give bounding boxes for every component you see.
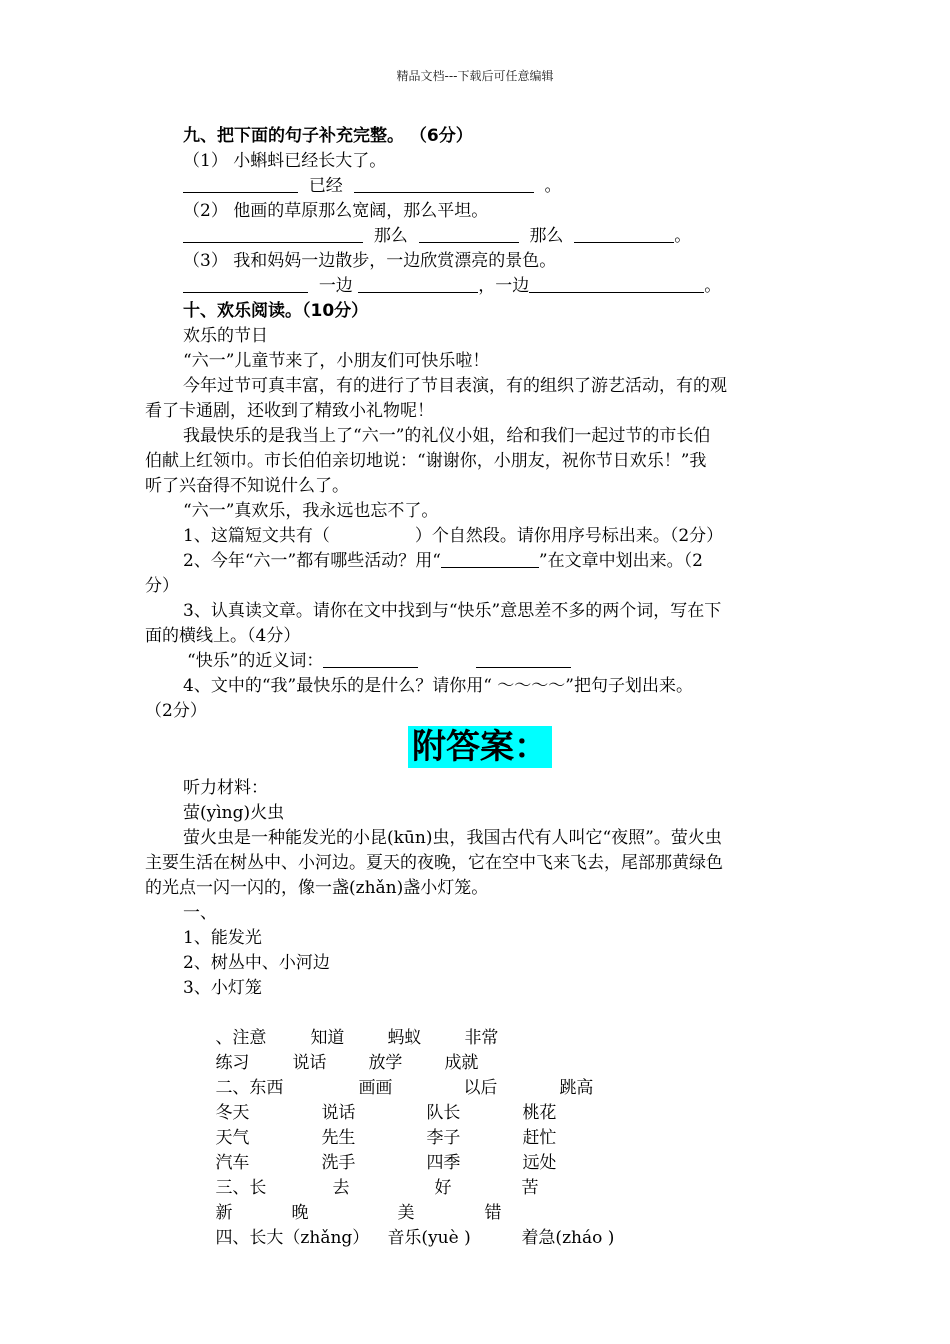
word: 说话 [292,1053,327,1073]
question-3-synonyms [145,649,815,674]
word: 放学 [368,1053,403,1073]
listening-material-label: 听力材料： [183,778,268,798]
section-nine-q3-blank-line [145,274,815,299]
listening-story-2: 主要生活在树丛中、小河边。夏天的夜晚，它在空中飞来飞去，尾部那黄绿色 [145,853,723,873]
section-ten-title: 十、欢乐阅读。（10分） [183,301,369,321]
words-row-1 [145,1001,815,1048]
section-nine-q1-blank-line [145,174,815,199]
word: 说话 [321,1103,356,1123]
word: 知道 [310,1028,345,1048]
word: 四、长大（zhǎng） [215,1228,370,1248]
word: 画画 [358,1078,393,1098]
word: 错 [484,1203,502,1223]
word: 新 [215,1203,233,1223]
question-2-end: ”在文章中划出来。（2 [538,551,703,571]
q2-word-2: 那么 [529,226,564,246]
word: 三、长 [215,1178,267,1198]
blank [441,551,539,568]
word: 桃花 [522,1103,557,1123]
word: 好 [434,1178,452,1198]
blank [183,226,363,243]
word: 、注意 [215,1028,267,1048]
answer-1: 1、能发光 [183,928,262,948]
blank [183,276,308,293]
word: 练习 [215,1053,250,1073]
word: 四季 [426,1153,461,1173]
story-paragraph-3a: 我最快乐的是我当上了“六一”的礼仪小姐，给和我们一起过节的市长伯 [183,426,711,446]
question-4b: （2分） [145,701,207,721]
blank [574,226,674,243]
blank [323,651,418,668]
story-paragraph-1: “六一”儿童节来了，小朋友们可快乐啦！ [183,351,490,371]
question-1-end: ）个自然段。请你用序号标出来。（2分） [414,526,724,546]
word: 美 [397,1203,415,1223]
word: 天气 [215,1128,250,1148]
story-paragraph-3c: 听了兴奋得不知说什么了。 [145,476,349,496]
word: 洗手 [321,1153,356,1173]
story-title: 欢乐的节日 [183,326,268,346]
word: 李子 [426,1128,461,1148]
section-nine-q1: （1） 小蝌蚪已经长大了。 [183,151,387,171]
answer-one-heading: 一、 [183,903,217,923]
answer-banner-row [145,724,815,776]
blank [419,226,519,243]
q3-end: 。 [704,276,722,296]
word: 以后 [463,1078,498,1098]
section-nine-title: 九、把下面的句子补充完整。 （6分） [183,126,473,146]
word: 苦 [521,1178,539,1198]
word: 队长 [426,1103,461,1123]
word: 远处 [522,1153,557,1173]
q3-mid: ，一边 [478,276,530,296]
q1-end: 。 [544,176,562,196]
blank [358,276,478,293]
blank [183,176,298,193]
word: 着急(zháo ) [521,1228,615,1248]
q2-word-1: 那么 [373,226,408,246]
word: 晚 [291,1203,309,1223]
word: 二、东西 [215,1078,284,1098]
story-paragraph-4: “六一”真欢乐，我永远也忘不了。 [183,501,439,521]
answer-2: 2、树丛中、小河边 [183,953,330,973]
story-paragraph-2a: 今年过节可真丰富，有的进行了节目表演，有的组织了游艺活动，有的观 [183,376,727,396]
blank [529,276,704,293]
section-nine-q3: （3） 我和妈妈一边散步，一边欣赏漂亮的景色。 [183,251,557,271]
word: 冬天 [215,1103,250,1123]
question-1-start: 1、这篇短文共有（ [183,526,330,546]
question-1 [145,524,815,549]
answer-3: 3、小灯笼 [183,978,262,998]
listening-story-title: 萤(yìng)火虫 [183,803,285,823]
answer-banner: 附答案： [408,726,552,768]
question-4a: 4、文中的“我”最快乐的是什么？请你用“ ～～～～”把句子划出来。 [183,676,693,696]
question-2 [145,549,815,574]
word: 成就 [444,1053,479,1073]
question-2-start: 2、今年“六一”都有哪些活动？用“ [183,551,441,571]
question-2-cont: 分） [145,576,179,596]
word: 汽车 [215,1153,250,1173]
section-nine-q2: （2） 他画的草原那么宽阔，那么平坦。 [183,201,489,221]
q1-word: 已经 [308,176,343,196]
blank [476,651,571,668]
story-paragraph-2b: 看了卡通剧，还收到了精致小礼物呢！ [145,401,434,421]
word: 跳高 [559,1078,594,1098]
section-nine-q2-blank-line [145,224,815,249]
q2-end: 。 [674,226,692,246]
listening-story-1: 萤火虫是一种能发光的小昆(kūn)虫，我国古代有人叫它“夜照”。萤火虫 [183,828,722,848]
word: 去 [332,1178,350,1198]
word: 非常 [464,1028,499,1048]
question-3b: 面的横线上。（4分） [145,626,301,646]
page-header: 精品文档---下载后可任意编辑 [396,69,554,83]
synonym-label: “快乐”的近义词： [187,651,324,671]
story-paragraph-3b: 伯献上红领巾。市长伯伯亲切地说：“谢谢你，小朋友，祝你节日欢乐！”我 [145,451,707,471]
word: 先生 [321,1128,356,1148]
q3-word-1: 一边 [318,276,353,296]
word: 音乐(yuè ) [387,1228,471,1248]
question-3a: 3、认真读文章。请你在文中找到与“快乐”意思差不多的两个词，写在下 [183,601,722,621]
listening-story-3: 的光点一闪一闪的，像一盏(zhǎn)盏小灯笼。 [145,878,489,898]
document-body [145,124,815,1248]
blank [354,176,534,193]
word: 赶忙 [522,1128,557,1148]
word: 蚂蚁 [387,1028,422,1048]
